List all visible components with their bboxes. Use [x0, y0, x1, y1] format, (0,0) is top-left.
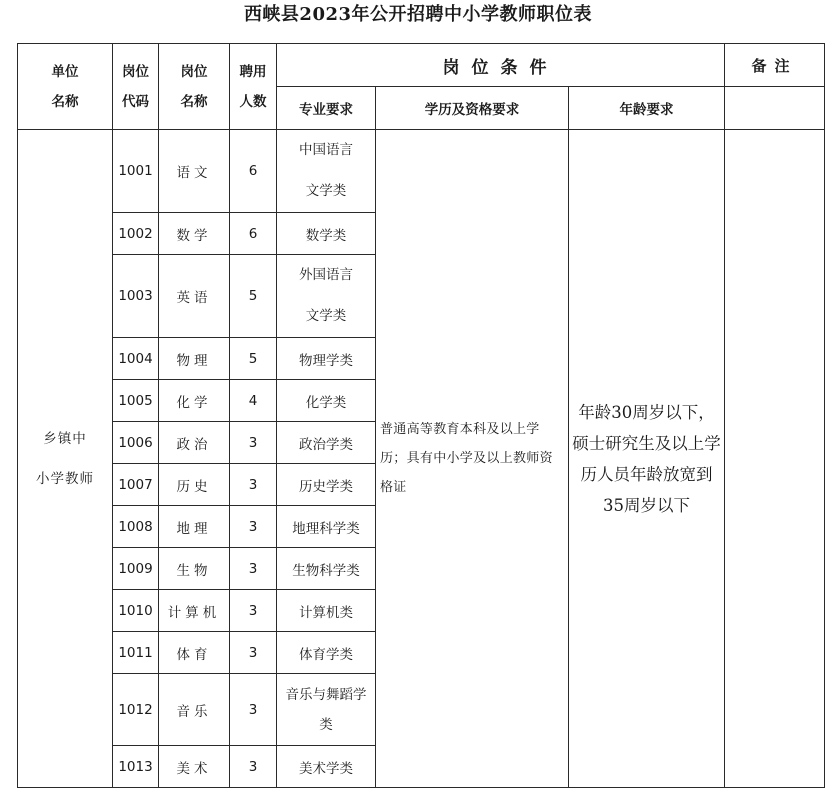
post-code-cell: 1011 — [113, 632, 159, 674]
post-name-cell: 物理 — [159, 338, 230, 380]
major-line: 生物科学类 — [292, 562, 360, 579]
major-requirement-cell — [277, 338, 376, 380]
post-code-cell: 1002 — [113, 213, 159, 255]
major-requirement-cell — [277, 548, 376, 590]
post-code-cell: 1006 — [113, 422, 159, 464]
major-line: 计算机类 — [299, 604, 353, 621]
hire-count-cell: 3 — [230, 632, 277, 674]
post-name-cell: 美术 — [159, 746, 230, 788]
header-unit-name: 单位 名称 — [18, 44, 113, 130]
hire-count-cell: 5 — [230, 338, 277, 380]
header-conditions: 岗位条件 — [277, 44, 725, 87]
remarks-cell — [725, 130, 825, 788]
hire-count-cell: 3 — [230, 506, 277, 548]
major-line: 数学类 — [305, 227, 347, 244]
major-line: 类 — [319, 716, 333, 733]
post-name-cell: 数学 — [159, 213, 230, 255]
major-line: 地理科学类 — [292, 520, 360, 537]
table-row — [18, 130, 825, 213]
major-line: 美术学类 — [299, 760, 353, 777]
table-body — [18, 130, 825, 788]
post-code-cell: 1005 — [113, 380, 159, 422]
education-requirement-cell: 普通高等教育本科及以上学历；具有中小学及以上教师资格证 — [376, 130, 569, 788]
post-name-cell: 语文 — [159, 130, 230, 213]
major-requirement-cell — [277, 674, 376, 746]
major-line: 体育学类 — [299, 646, 353, 663]
hire-count-cell: 3 — [230, 422, 277, 464]
hire-count-cell: 4 — [230, 380, 277, 422]
header-post-name: 岗位 名称 — [159, 44, 230, 130]
post-name-cell: 生物 — [159, 548, 230, 590]
major-requirement-cell — [277, 422, 376, 464]
major-requirement-cell — [277, 590, 376, 632]
unit-name-cell — [18, 130, 113, 788]
post-name-cell: 政治 — [159, 422, 230, 464]
post-code-cell: 1013 — [113, 746, 159, 788]
header-major: 专业要求 — [277, 87, 376, 130]
post-code-cell: 1004 — [113, 338, 159, 380]
hire-count-cell: 3 — [230, 548, 277, 590]
post-name-cell: 地理 — [159, 506, 230, 548]
hire-count-cell: 3 — [230, 464, 277, 506]
major-line: 外国语言 — [299, 267, 353, 283]
hire-count-cell: 6 — [230, 130, 277, 213]
post-code-cell: 1003 — [113, 255, 159, 338]
age-requirement-cell: 年龄30周岁以下，硕士研究生及以上学历人员年龄放宽到35周岁以下 — [569, 130, 725, 788]
post-name-cell: 英语 — [159, 255, 230, 338]
header-remarks: 备注 — [725, 44, 825, 87]
major-requirement-cell — [277, 632, 376, 674]
unit-name-line: 小学教师 — [36, 470, 94, 487]
major-requirement-cell — [277, 380, 376, 422]
post-code-cell: 1001 — [113, 130, 159, 213]
recruitment-table — [17, 43, 825, 788]
major-line: 中国语言 — [299, 142, 353, 158]
major-line: 历史学类 — [299, 478, 353, 495]
post-code-cell: 1008 — [113, 506, 159, 548]
post-name-cell: 体育 — [159, 632, 230, 674]
major-requirement-cell — [277, 746, 376, 788]
major-requirement-cell — [277, 213, 376, 255]
major-requirement-cell — [277, 506, 376, 548]
major-requirement-cell — [277, 464, 376, 506]
post-name-cell: 音乐 — [159, 674, 230, 746]
post-code-cell: 1012 — [113, 674, 159, 746]
major-line: 化学类 — [305, 394, 347, 411]
header-education: 学历及资格要求 — [376, 87, 569, 130]
major-line: 文学类 — [305, 308, 347, 324]
post-name-cell: 历史 — [159, 464, 230, 506]
post-name-cell: 化学 — [159, 380, 230, 422]
major-line: 音乐与舞蹈学 — [285, 686, 367, 703]
major-line: 文学类 — [305, 183, 347, 199]
post-code-cell: 1010 — [113, 590, 159, 632]
header-hire-count: 聘用 人数 — [230, 44, 277, 130]
page-title: 西峡县2023年公开招聘中小学教师职位表 — [243, 4, 593, 25]
header-age: 年龄要求 — [569, 87, 725, 130]
header-post-code: 岗位 代码 — [113, 44, 159, 130]
hire-count-cell: 5 — [230, 255, 277, 338]
major-requirement-cell — [277, 130, 376, 213]
hire-count-cell: 3 — [230, 590, 277, 632]
major-requirement-cell — [277, 255, 376, 338]
hire-count-cell: 3 — [230, 746, 277, 788]
post-code-cell: 1007 — [113, 464, 159, 506]
header-remarks-blank — [725, 87, 825, 130]
major-line: 物理学类 — [299, 352, 353, 369]
hire-count-cell: 6 — [230, 213, 277, 255]
post-code-cell: 1009 — [113, 548, 159, 590]
hire-count-cell: 3 — [230, 674, 277, 746]
major-line: 政治学类 — [299, 436, 353, 453]
post-name-cell: 计算机 — [159, 590, 230, 632]
unit-name-line: 乡镇中 — [43, 430, 87, 447]
